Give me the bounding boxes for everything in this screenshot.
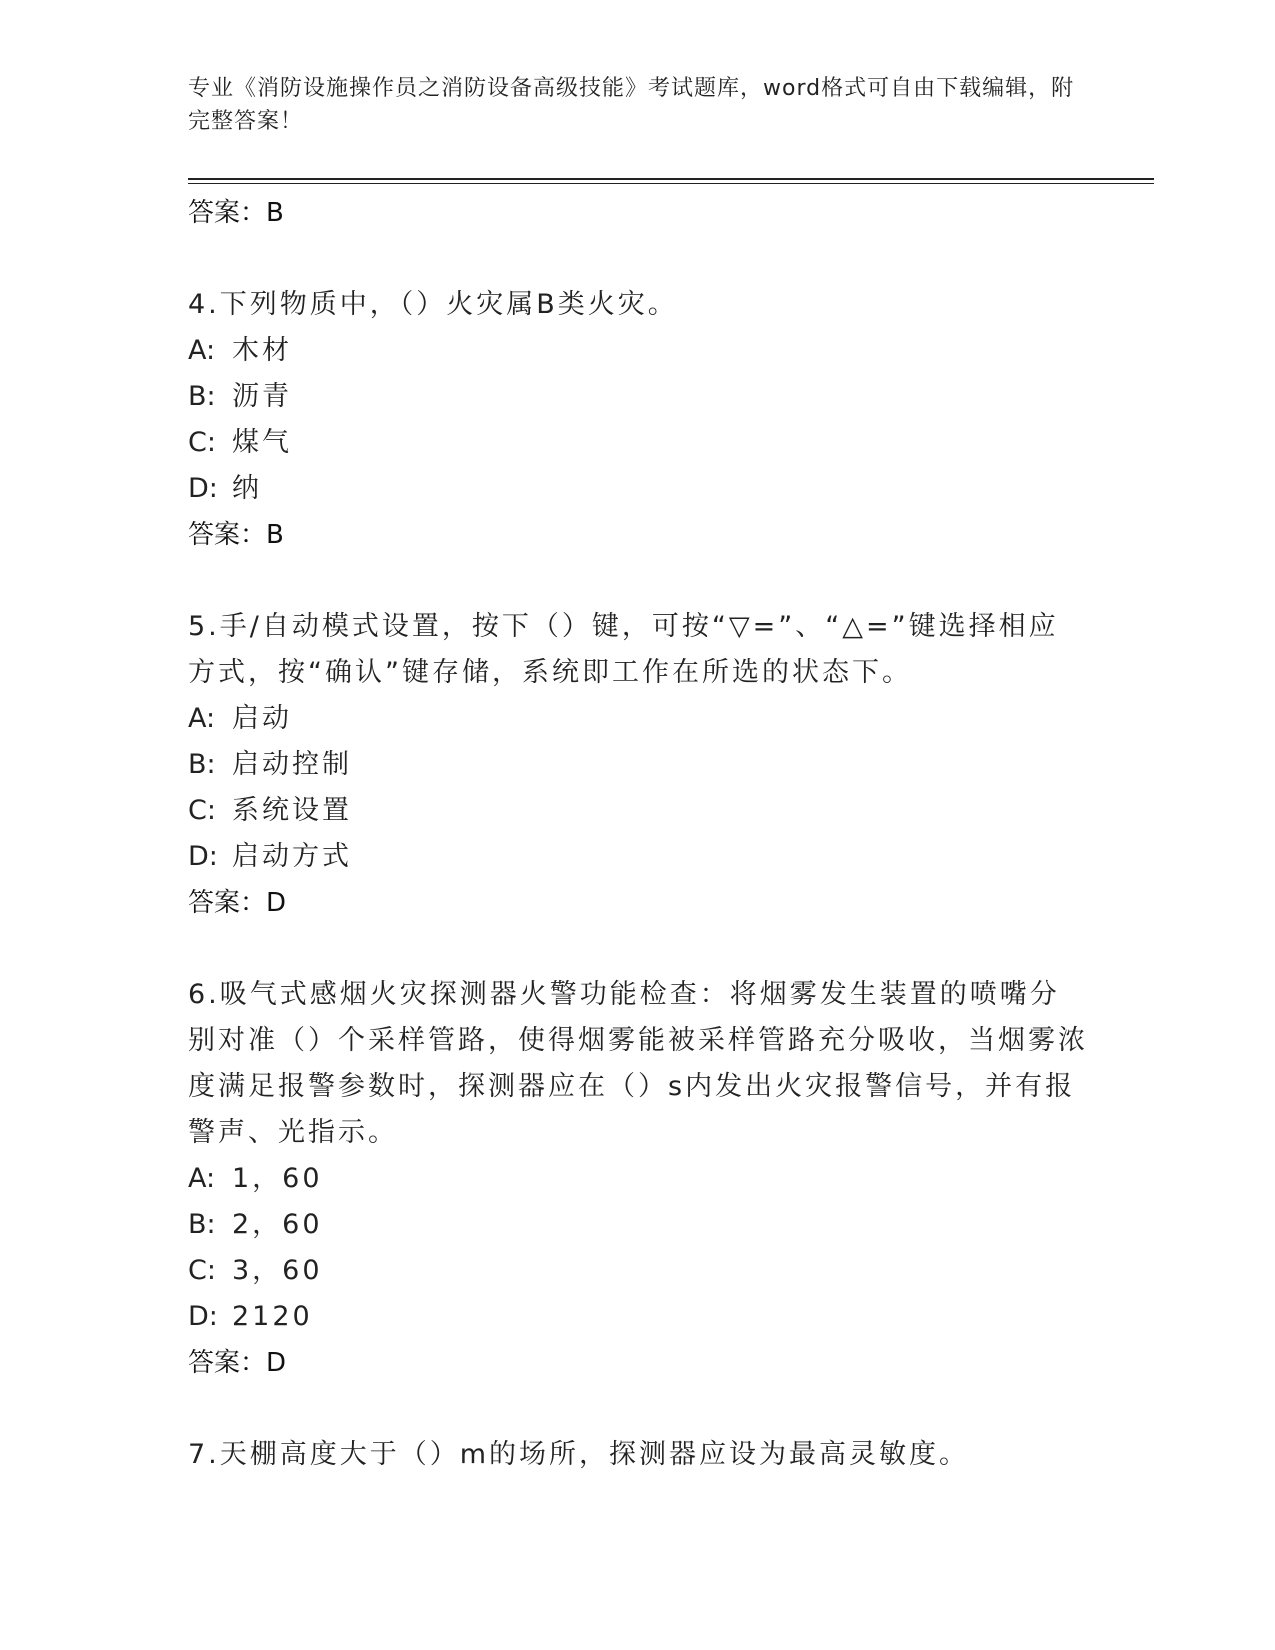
question-list	[188, 190, 1088, 1478]
option-letter: D:	[188, 841, 218, 872]
option-a	[188, 696, 1088, 742]
option-a	[188, 328, 1088, 374]
option-letter: B:	[188, 381, 216, 412]
option-c	[188, 1248, 1088, 1294]
header-divider-thin	[188, 183, 1154, 184]
option-text: 沥青	[232, 381, 292, 412]
option-c	[188, 420, 1088, 466]
option-letter: D:	[188, 473, 218, 504]
option-d	[188, 466, 1088, 512]
option-text: 3，60	[232, 1255, 323, 1286]
question-stem: 4.下列物质中，（）火灾属B类火灾。	[188, 289, 678, 320]
option-letter: C:	[188, 795, 216, 826]
question-stem: 6.吸气式感烟火灾探测器火警功能检查：将烟雾发生装置的喷嘴分别对准（）个采样管路，使得烟雾能被采样管路充分吸收，当烟雾浓度满足报警参数时，探测器应在（）s内发出火灾报警信号，并有报警声、光指示。	[188, 979, 1088, 1148]
option-letter: B:	[188, 749, 216, 780]
option-d	[188, 834, 1088, 880]
option-letter: A:	[188, 335, 216, 366]
option-letter: A:	[188, 1163, 216, 1194]
option-b	[188, 1202, 1088, 1248]
option-text: 启动控制	[232, 749, 352, 780]
option-text: 系统设置	[232, 795, 352, 826]
question-stem: 7.天棚高度大于（）m的场所，探测器应设为最高灵敏度。	[188, 1439, 970, 1470]
option-text: 启动方式	[232, 841, 352, 872]
option-letter: C:	[188, 427, 216, 458]
option-a	[188, 1156, 1088, 1202]
option-letter: B:	[188, 1209, 216, 1240]
option-letter: D:	[188, 1301, 218, 1332]
option-text: 启动	[232, 703, 292, 734]
option-letter: A:	[188, 703, 216, 734]
option-text: 1，60	[232, 1163, 323, 1194]
option-text: 木材	[232, 335, 292, 366]
option-letter: C:	[188, 1255, 216, 1286]
option-text: 2，60	[232, 1209, 323, 1240]
option-b	[188, 374, 1088, 420]
answer-line: 答案：B	[188, 520, 284, 550]
answer-line: 答案：D	[188, 888, 287, 918]
option-text: 2120	[232, 1301, 313, 1332]
option-b	[188, 742, 1088, 788]
answer-line: 答案：D	[188, 1348, 287, 1378]
option-text: 纳	[232, 473, 262, 504]
page-header: 专业《消防设施操作员之消防设备高级技能》考试题库，word格式可自由下载编辑，附完整答案！	[188, 76, 1075, 134]
option-c	[188, 788, 1088, 834]
header-divider	[188, 178, 1154, 180]
option-d	[188, 1294, 1088, 1340]
option-text: 煤气	[232, 427, 292, 458]
question-stem: 5.手/自动模式设置，按下（）键，可按“▽=”、“△=”键选择相应方式，按“确认”键存储，系统即工作在所选的状态下。	[188, 611, 1059, 688]
answer-line: 答案：B	[188, 198, 284, 228]
